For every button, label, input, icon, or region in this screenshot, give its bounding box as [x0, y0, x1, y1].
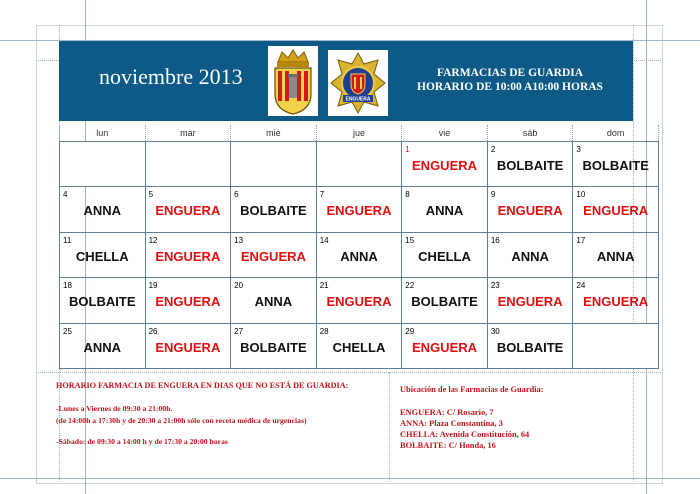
calendar-day-cell [316, 187, 402, 232]
calendar-day-cell [487, 187, 573, 232]
calendar-day-cell [573, 278, 659, 323]
calendar-day-cell [402, 187, 488, 232]
pharmacy-name: ENGUERA [326, 203, 392, 219]
header-title [390, 66, 630, 94]
day-number: 10 [576, 190, 586, 200]
pharmacy-name: ENGUERA [497, 294, 563, 310]
calendar-day-cell [231, 142, 317, 187]
calendar-day-cell [402, 142, 488, 187]
day-number: 12 [148, 235, 158, 245]
calendar-day-cell [487, 278, 573, 323]
calendar-day-cell [316, 278, 402, 323]
calendar-day-cell [231, 278, 317, 323]
pharmacy-name: ENGUERA [155, 339, 221, 355]
police-badge-icon [328, 50, 388, 116]
calendar-day-cell [145, 278, 231, 323]
day-number: 1 [405, 145, 410, 154]
pharmacy-name: ENGUERA [240, 248, 306, 264]
day-number: 19 [148, 281, 158, 291]
calendar-day-cell [573, 187, 659, 232]
weekday-label: dom [573, 125, 659, 142]
calendar-day-cell [231, 232, 317, 277]
calendar-day-cell [573, 323, 659, 368]
calendar-day-cell [316, 232, 402, 277]
locations-title: Ubicación de las Farmacias de Guardia: [400, 385, 544, 394]
weekday-label: mié [231, 125, 317, 142]
badge-label: ENGUERA [345, 96, 371, 103]
pharmacy-name: ENGUERA [155, 294, 221, 310]
month-title: noviembre 2013 [99, 64, 243, 89]
day-number: 9 [490, 190, 496, 200]
pharmacy-name: ANNA [83, 203, 122, 219]
day-number: 6 [234, 190, 239, 200]
hours-note-title: HORARIO FARMACIA DE ENGUERA EN DIAS QUE NO ESTÁ DE GUARDIA: [56, 381, 349, 390]
weekday-label: mar [145, 125, 231, 142]
calendar-day-cell [487, 232, 573, 277]
weekday-header-row [60, 125, 659, 142]
day-number: 24 [576, 281, 586, 291]
pharmacy-name: ANNA [83, 339, 122, 355]
pharmacy-name: ENGUERA [326, 294, 392, 310]
pharmacy-name: ANNA [425, 203, 464, 219]
calendar-day-cell [145, 187, 231, 232]
hours-saturday: -Sábado: de 09:30 a 14:00 h y de 17:30 a 20:00 horas [56, 437, 228, 446]
weekday-label: jue [316, 125, 402, 142]
pharmacy-name: ENGUERA [412, 339, 478, 355]
pharmacy-name: ENGUERA [497, 203, 563, 219]
pharmacy-name: BOLBAITE [240, 339, 307, 355]
day-number: 29 [405, 326, 415, 336]
calendar-week-row [60, 278, 659, 323]
calendar-day-cell [145, 142, 231, 187]
pharmacy-name: ANNA [340, 248, 378, 264]
calendar-day-cell [60, 142, 146, 187]
day-number: 13 [234, 235, 244, 245]
header-title-line1: FARMACIAS DE GUARDIA [436, 67, 584, 79]
calendar-week-row [60, 323, 659, 368]
calendar-day-cell [60, 323, 146, 368]
calendar-day-cell [402, 232, 488, 277]
day-number: 27 [234, 326, 244, 336]
day-number: 25 [63, 326, 72, 336]
header-title-line2: HORARIO DE 10:00 A10:00 HORAS [417, 81, 603, 93]
day-number: 4 [63, 190, 68, 200]
calendar-day-cell [316, 142, 402, 187]
hours-weekdays: -Lunes a Viernes de 09:30 a 21:00h. [56, 404, 173, 413]
hours-weekdays-detail: (de 14:00h a 17:30h y de 20:30 a 21:00h sólo con receta médica de urgencias) [56, 416, 307, 425]
calendar-day-cell [231, 323, 317, 368]
day-number: 23 [490, 281, 500, 291]
calendar-body [60, 142, 659, 369]
location-anna: ANNA: Plaza Constantina, 3 [400, 419, 503, 428]
day-number: 14 [319, 235, 329, 245]
day-number: 22 [405, 281, 415, 291]
day-number: 11 [63, 235, 72, 245]
pharmacy-name: ENGUERA [155, 248, 221, 264]
day-number: 8 [405, 190, 410, 200]
day-number: 5 [148, 190, 154, 200]
guide-dotted-mid [36, 372, 661, 373]
calendar-week-row [60, 142, 659, 187]
calendar-day-cell [316, 323, 402, 368]
day-number: 20 [234, 281, 244, 291]
location-bolbaite: BOLBAITE: C/ Honda, 16 [400, 441, 496, 450]
pharmacy-name: ENGUERA [583, 203, 649, 219]
guide-dotted-center [389, 372, 390, 482]
pharmacy-name: ENGUERA [583, 294, 649, 310]
calendar-day-cell [145, 232, 231, 277]
calendar-week-row [60, 187, 659, 232]
pharmacy-name: BOLBAITE [582, 158, 649, 173]
pharmacy-name: ANNA [254, 294, 293, 310]
day-number: 16 [490, 235, 500, 245]
calendar-day-cell [60, 278, 146, 323]
calendar-day-cell [145, 323, 231, 368]
pharmacy-name: ENGUERA [155, 203, 221, 219]
pharmacy-name: BOLBAITE [69, 294, 136, 310]
calendar-day-cell [402, 323, 488, 368]
pharmacy-name: CHELLA [332, 339, 386, 355]
day-number: 30 [490, 326, 500, 336]
location-enguera: ENGUERA: C/ Rosario, 7 [400, 408, 494, 417]
day-number: 15 [405, 235, 415, 245]
calendar-day-cell [573, 142, 659, 187]
day-number: 3 [576, 145, 581, 154]
town-crest-icon [268, 46, 318, 116]
day-number: 18 [63, 281, 72, 291]
calendar-day-cell [60, 187, 146, 232]
calendar-day-cell [487, 323, 573, 368]
calendar-day-cell [231, 187, 317, 232]
pharmacy-name: CHELLA [418, 248, 471, 264]
calendar-day-cell [573, 232, 659, 277]
day-number: 7 [319, 190, 325, 200]
day-number: 26 [148, 326, 158, 336]
location-chella: CHELLA: Avenida Constitución, 64 [400, 430, 530, 439]
pharmacy-name: BOLBAITE [496, 339, 564, 355]
weekday-label: sáb [487, 125, 573, 142]
calendar-day-cell [60, 232, 146, 277]
day-number: 28 [319, 326, 329, 336]
pharmacy-name: BOLBAITE [411, 294, 478, 310]
weekday-label: vie [402, 125, 488, 142]
calendar-grid [59, 125, 659, 369]
pharmacy-name: ANNA [596, 248, 635, 264]
calendar-week-row [60, 232, 659, 277]
pharmacy-name: ANNA [511, 248, 549, 264]
day-number: 17 [576, 235, 586, 245]
guide-horizontal-bottom [0, 478, 700, 479]
calendar-day-cell [402, 278, 488, 323]
pharmacy-name: ENGUERA [412, 158, 478, 173]
weekday-label: lun [60, 125, 146, 142]
pharmacy-name: BOLBAITE [240, 203, 307, 219]
calendar-day-cell [487, 142, 573, 187]
pharmacy-name: BOLBAITE [496, 158, 564, 173]
day-number: 2 [490, 145, 496, 154]
day-number: 21 [319, 281, 329, 291]
pharmacy-name: CHELLA [75, 248, 129, 264]
